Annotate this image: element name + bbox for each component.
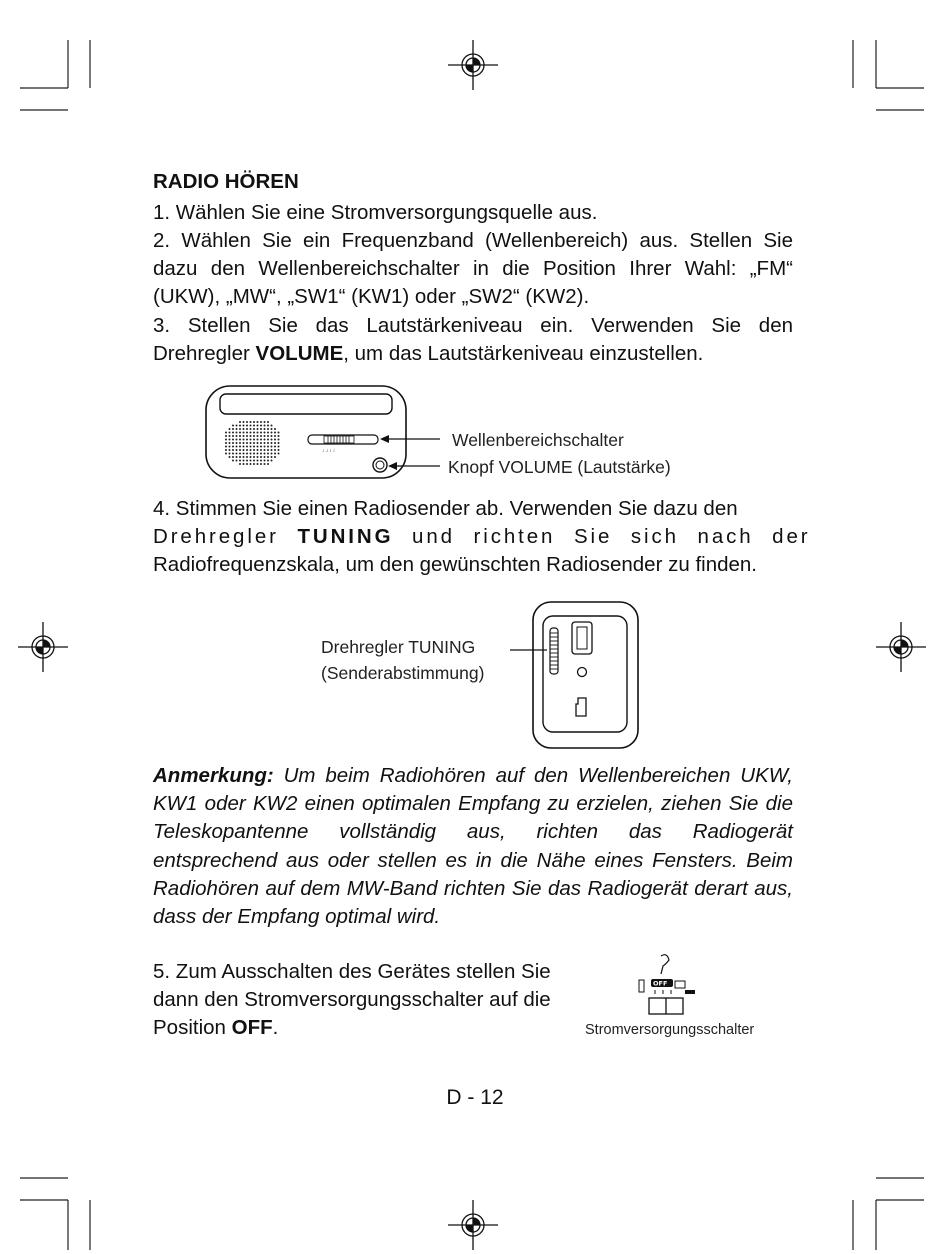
speaker-grille-dot bbox=[274, 432, 276, 434]
speaker-grille-dot bbox=[267, 421, 269, 423]
speaker-grille-dot bbox=[257, 449, 259, 451]
speaker-grille-dot bbox=[267, 425, 269, 427]
speaker-grille-dot bbox=[225, 449, 227, 451]
power-switch-caption: Stromversorgungsschalter bbox=[585, 1022, 755, 1038]
page-number: D - 12 bbox=[446, 1086, 504, 1109]
registration-mark-left-icon bbox=[18, 622, 68, 672]
speaker-grille-dot bbox=[236, 435, 238, 437]
speaker-grille-dot bbox=[253, 446, 255, 448]
step-4-rest: Radiofrequenzskala, um den gewünschten Radiosender zu finden. bbox=[153, 553, 757, 576]
speaker-grille-dot bbox=[250, 449, 252, 451]
speaker-grille-dot bbox=[232, 456, 234, 458]
speaker-grille-dot bbox=[225, 432, 227, 434]
speaker-grille-dot bbox=[232, 432, 234, 434]
speaker-grille-dot bbox=[264, 460, 266, 462]
speaker-grille-dot bbox=[243, 432, 245, 434]
speaker-grille-dot bbox=[274, 446, 276, 448]
step-5-text-end: . bbox=[272, 1016, 279, 1040]
speaker-grille-dot bbox=[264, 456, 266, 458]
speaker-grille-dot bbox=[274, 439, 276, 441]
step-3 bbox=[153, 312, 793, 368]
volume-label: VOLUME bbox=[255, 342, 344, 366]
speaker-grille-dot bbox=[246, 456, 248, 458]
speaker-grille-dot bbox=[250, 432, 252, 434]
speaker-grille-dot bbox=[260, 460, 262, 462]
speaker-grille-dot bbox=[239, 446, 241, 448]
speaker-grille-dot bbox=[264, 435, 266, 437]
speaker-grille-dot bbox=[243, 463, 245, 465]
speaker-grille-dot bbox=[225, 442, 227, 444]
speaker-grille-dot bbox=[267, 439, 269, 441]
speaker-grille-dot bbox=[250, 428, 252, 430]
step-3-text-end: , um das Lautstärkeniveau einzustellen. bbox=[343, 342, 704, 366]
speaker-grille-dot bbox=[236, 428, 238, 430]
speaker-grille-dot bbox=[236, 432, 238, 434]
speaker-grille-dot bbox=[257, 446, 259, 448]
speaker-grille-dot bbox=[246, 428, 248, 430]
speaker-grille-dot bbox=[232, 449, 234, 451]
speaker-grille-dot bbox=[260, 463, 262, 465]
speaker-grille-dot bbox=[243, 453, 245, 455]
speaker-grille-dot bbox=[260, 442, 262, 444]
speaker-grille-dot bbox=[260, 446, 262, 448]
speaker-grille-dot bbox=[232, 460, 234, 462]
speaker-grille-dot bbox=[225, 453, 227, 455]
speaker-grille-dot bbox=[264, 463, 266, 465]
step-2: 2. Wählen Sie ein Frequenzband (Wellenbereich) aus. Stellen Sie dazu den Wellenbereichschalter in die Position Ihrer Wahl: „FM“ (UKW), „MW“, „SW1“ (KW1) oder „SW2“ (KW2). bbox=[153, 229, 793, 309]
speaker-grille-dot bbox=[274, 442, 276, 444]
speaker-grille-dot bbox=[232, 442, 234, 444]
speaker-grille-dot bbox=[232, 428, 234, 430]
speaker-grille-dot bbox=[232, 446, 234, 448]
speaker-grille-dot bbox=[239, 449, 241, 451]
speaker-grille-dot bbox=[229, 453, 231, 455]
speaker-grille-dot bbox=[239, 463, 241, 465]
speaker-grille-dot bbox=[250, 463, 252, 465]
speaker-grille-dot bbox=[250, 425, 252, 427]
speaker-grille-dot bbox=[271, 453, 273, 455]
speaker-grille-dot bbox=[271, 456, 273, 458]
speaker-grille-dot bbox=[260, 435, 262, 437]
speaker-grille-dot bbox=[260, 439, 262, 441]
speaker-grille-dot bbox=[267, 442, 269, 444]
speaker-grille-dot bbox=[250, 453, 252, 455]
tuning-label: TUNING bbox=[297, 525, 394, 548]
speaker-grille-dot bbox=[267, 453, 269, 455]
speaker-grille-dot bbox=[264, 442, 266, 444]
speaker-grille-dot bbox=[239, 425, 241, 427]
speaker-grille-dot bbox=[271, 432, 273, 434]
speaker-grille-dot bbox=[264, 428, 266, 430]
speaker-grille-dot bbox=[257, 432, 259, 434]
speaker-grille-dot bbox=[257, 435, 259, 437]
speaker-grille-dot bbox=[239, 453, 241, 455]
registration-mark-right-icon bbox=[876, 622, 926, 672]
speaker-grille-dot bbox=[274, 435, 276, 437]
speaker-grille-dot bbox=[260, 425, 262, 427]
band-switch-label: Wellenbereichschalter bbox=[452, 430, 624, 450]
switch-off-text: OFF bbox=[653, 979, 668, 988]
speaker-grille-dot bbox=[253, 421, 255, 423]
speaker-grille-dot bbox=[229, 439, 231, 441]
speaker-grille-dot bbox=[264, 453, 266, 455]
step-4-line-2 bbox=[153, 523, 813, 551]
speaker-grille-dot bbox=[232, 453, 234, 455]
speaker-grille-dot bbox=[253, 435, 255, 437]
speaker-grille-dot bbox=[271, 439, 273, 441]
speaker-grille-dot bbox=[243, 456, 245, 458]
speaker-grille-dot bbox=[257, 456, 259, 458]
speaker-grille-dot bbox=[243, 421, 245, 423]
speaker-grille-dot bbox=[239, 432, 241, 434]
speaker-grille-dot bbox=[229, 442, 231, 444]
speaker-grille-dot bbox=[239, 456, 241, 458]
speaker-grille-dot bbox=[260, 428, 262, 430]
speaker-grille-dot bbox=[246, 439, 248, 441]
speaker-grille-dot bbox=[246, 460, 248, 462]
speaker-grille-dot bbox=[239, 442, 241, 444]
speaker-grille-dot bbox=[246, 449, 248, 451]
speaker-grille-dot bbox=[260, 453, 262, 455]
speaker-grille-dot bbox=[253, 460, 255, 462]
step-4-text: Drehregler bbox=[153, 525, 298, 548]
tuning-label-line-2: (Senderabstimmung) bbox=[321, 663, 485, 683]
tuning-label-line-1: Drehregler TUNING bbox=[321, 637, 476, 657]
speaker-grille-dot bbox=[236, 453, 238, 455]
step-5 bbox=[153, 958, 568, 1043]
speaker-grille-dot bbox=[253, 453, 255, 455]
speaker-grille-dot bbox=[278, 449, 280, 451]
speaker-grille-dot bbox=[274, 453, 276, 455]
speaker-grille-dot bbox=[267, 446, 269, 448]
speaker-grille-dot bbox=[229, 446, 231, 448]
step-4-text-end: und richten Sie sich nach der bbox=[393, 525, 811, 548]
speaker-grille-dot bbox=[243, 435, 245, 437]
speaker-grille-dot bbox=[229, 432, 231, 434]
speaker-grille-dot bbox=[264, 446, 266, 448]
speaker-grille-dot bbox=[253, 449, 255, 451]
speaker-grille-dot bbox=[260, 449, 262, 451]
speaker-grille-dot bbox=[243, 439, 245, 441]
speaker-grille-dot bbox=[267, 460, 269, 462]
speaker-grille-dot bbox=[246, 463, 248, 465]
speaker-grille-dot bbox=[253, 425, 255, 427]
registration-mark-bottom-icon bbox=[448, 1200, 498, 1250]
speaker-grille-dot bbox=[253, 456, 255, 458]
note-text: Um beim Radiohören auf den Wellenbereichen UKW, KW1 oder KW2 einen optimalen Empfang zu erzielen, ziehen Sie die Teleskopantenne vollständig aus, richten das Radiogerät entsprechend aus oder stellen es in die Nähe eines Fensters. Beim Radiohören auf dem MW-Band richten Sie das Radiogerät derart aus, dass der Empfang optimal wird. bbox=[153, 764, 793, 929]
speaker-grille-dot bbox=[257, 460, 259, 462]
step-5-text: 5. Zum Ausschalten des Gerätes stellen Sie dann den Stromversorgungsschalter auf die Position bbox=[153, 960, 551, 1040]
speaker-grille-dot bbox=[278, 453, 280, 455]
speaker-grille-dot bbox=[274, 449, 276, 451]
note-label: Anmerkung: bbox=[153, 764, 274, 787]
speaker-grille-dot bbox=[253, 463, 255, 465]
speaker-grille-dot bbox=[246, 421, 248, 423]
speaker-grille-dot bbox=[246, 446, 248, 448]
speaker-grille-dot bbox=[253, 439, 255, 441]
speaker-grille-dot bbox=[236, 456, 238, 458]
speaker-grille-dot bbox=[243, 428, 245, 430]
speaker-grille-dot bbox=[271, 449, 273, 451]
svg-text:˩ ˩˩ ˩ ˩: ˩ ˩˩ ˩ ˩ bbox=[322, 448, 335, 453]
speaker-grille-dot bbox=[257, 453, 259, 455]
speaker-grille-dot bbox=[274, 428, 276, 430]
speaker-grille-dot bbox=[271, 446, 273, 448]
speaker-grille-dot bbox=[236, 425, 238, 427]
speaker-grille-dot bbox=[229, 449, 231, 451]
step-1: 1. Wählen Sie eine Stromversorgungsquelle aus. bbox=[153, 201, 598, 224]
speaker-grille-dot bbox=[253, 428, 255, 430]
speaker-grille-dot bbox=[267, 463, 269, 465]
speaker-grille-dot bbox=[260, 421, 262, 423]
speaker-grille-dot bbox=[260, 432, 262, 434]
speaker-grille-dot bbox=[278, 439, 280, 441]
speaker-grille-dot bbox=[278, 442, 280, 444]
speaker-grille-dot bbox=[225, 439, 227, 441]
speaker-grille-dot bbox=[271, 442, 273, 444]
speaker-grille-dot bbox=[257, 463, 259, 465]
speaker-grille-dot bbox=[250, 442, 252, 444]
speaker-grille-dot bbox=[232, 425, 234, 427]
speaker-grille-dot bbox=[278, 435, 280, 437]
speaker-grille-dot bbox=[257, 442, 259, 444]
speaker-grille-dot bbox=[239, 439, 241, 441]
speaker-grille-dot bbox=[236, 442, 238, 444]
speaker-grille-dot bbox=[236, 460, 238, 462]
page-title: RADIO HÖREN bbox=[153, 170, 299, 193]
speaker-grille-dot bbox=[250, 421, 252, 423]
speaker-grille-dot bbox=[243, 442, 245, 444]
speaker-grille-dot bbox=[274, 456, 276, 458]
speaker-grille-dot bbox=[253, 442, 255, 444]
radio-side-illustration bbox=[510, 600, 650, 752]
speaker-grille-dot bbox=[232, 435, 234, 437]
speaker-grille-dot bbox=[246, 432, 248, 434]
speaker-grille-dot bbox=[271, 435, 273, 437]
speaker-grille-dot bbox=[264, 432, 266, 434]
speaker-grille-dot bbox=[236, 439, 238, 441]
speaker-grille-dot bbox=[229, 428, 231, 430]
speaker-grille-dot bbox=[278, 446, 280, 448]
speaker-grille-dot bbox=[267, 428, 269, 430]
speaker-grille-dot bbox=[232, 439, 234, 441]
speaker-grille-dot bbox=[246, 435, 248, 437]
speaker-grille-dot bbox=[236, 449, 238, 451]
speaker-grille-dot bbox=[271, 428, 273, 430]
off-label: OFF bbox=[231, 1016, 273, 1040]
speaker-grille-dot bbox=[250, 446, 252, 448]
speaker-grille-dot bbox=[250, 460, 252, 462]
speaker-grille-dot bbox=[239, 435, 241, 437]
speaker-grille-dot bbox=[243, 425, 245, 427]
speaker-grille-dot bbox=[239, 428, 241, 430]
speaker-grille-dot bbox=[243, 460, 245, 462]
speaker-grille-dot bbox=[250, 439, 252, 441]
speaker-grille-dot bbox=[250, 456, 252, 458]
speaker-grille-dot bbox=[257, 439, 259, 441]
speaker-grille-dot bbox=[260, 456, 262, 458]
power-switch-illustration bbox=[633, 952, 713, 1020]
speaker-grille-dot bbox=[278, 432, 280, 434]
speaker-grille-dot bbox=[257, 428, 259, 430]
speaker-grille-dot bbox=[225, 435, 227, 437]
speaker-grille-dot bbox=[243, 446, 245, 448]
speaker-grille-dot bbox=[264, 449, 266, 451]
step-3-text: 3. Stellen Sie das Lautstärkeniveau ein. Verwenden Sie den Drehregler bbox=[153, 314, 793, 366]
speaker-grille-dot bbox=[246, 425, 248, 427]
speaker-grille-dot bbox=[257, 425, 259, 427]
speaker-grille-dot bbox=[239, 421, 241, 423]
step-4-line-1: 4. Stimmen Sie einen Radiosender ab. Verwenden Sie dazu den bbox=[153, 497, 738, 520]
registration-mark-top-icon bbox=[448, 40, 498, 90]
speaker-grille-dot bbox=[246, 442, 248, 444]
speaker-grille-dot bbox=[264, 421, 266, 423]
speaker-grille-dot bbox=[246, 453, 248, 455]
speaker-grille-dot bbox=[271, 460, 273, 462]
speaker-grille-dot bbox=[229, 435, 231, 437]
speaker-grille-dot bbox=[236, 446, 238, 448]
speaker-grille-dot bbox=[267, 449, 269, 451]
speaker-grille-dot bbox=[264, 439, 266, 441]
speaker-grille-dot bbox=[271, 425, 273, 427]
speaker-grille-dot bbox=[267, 432, 269, 434]
speaker-grille-dot bbox=[239, 460, 241, 462]
speaker-grille-dot bbox=[264, 425, 266, 427]
note-paragraph bbox=[153, 762, 793, 931]
speaker-grille-dot bbox=[250, 435, 252, 437]
speaker-grille-dot bbox=[267, 456, 269, 458]
speaker-grille-dot bbox=[253, 432, 255, 434]
speaker-grille-dot bbox=[225, 446, 227, 448]
volume-knob-label: Knopf VOLUME (Lautstärke) bbox=[448, 457, 671, 477]
speaker-grille-dot bbox=[243, 449, 245, 451]
speaker-grille-dot bbox=[257, 421, 259, 423]
speaker-grille-dot bbox=[229, 456, 231, 458]
speaker-grille-dot bbox=[267, 435, 269, 437]
